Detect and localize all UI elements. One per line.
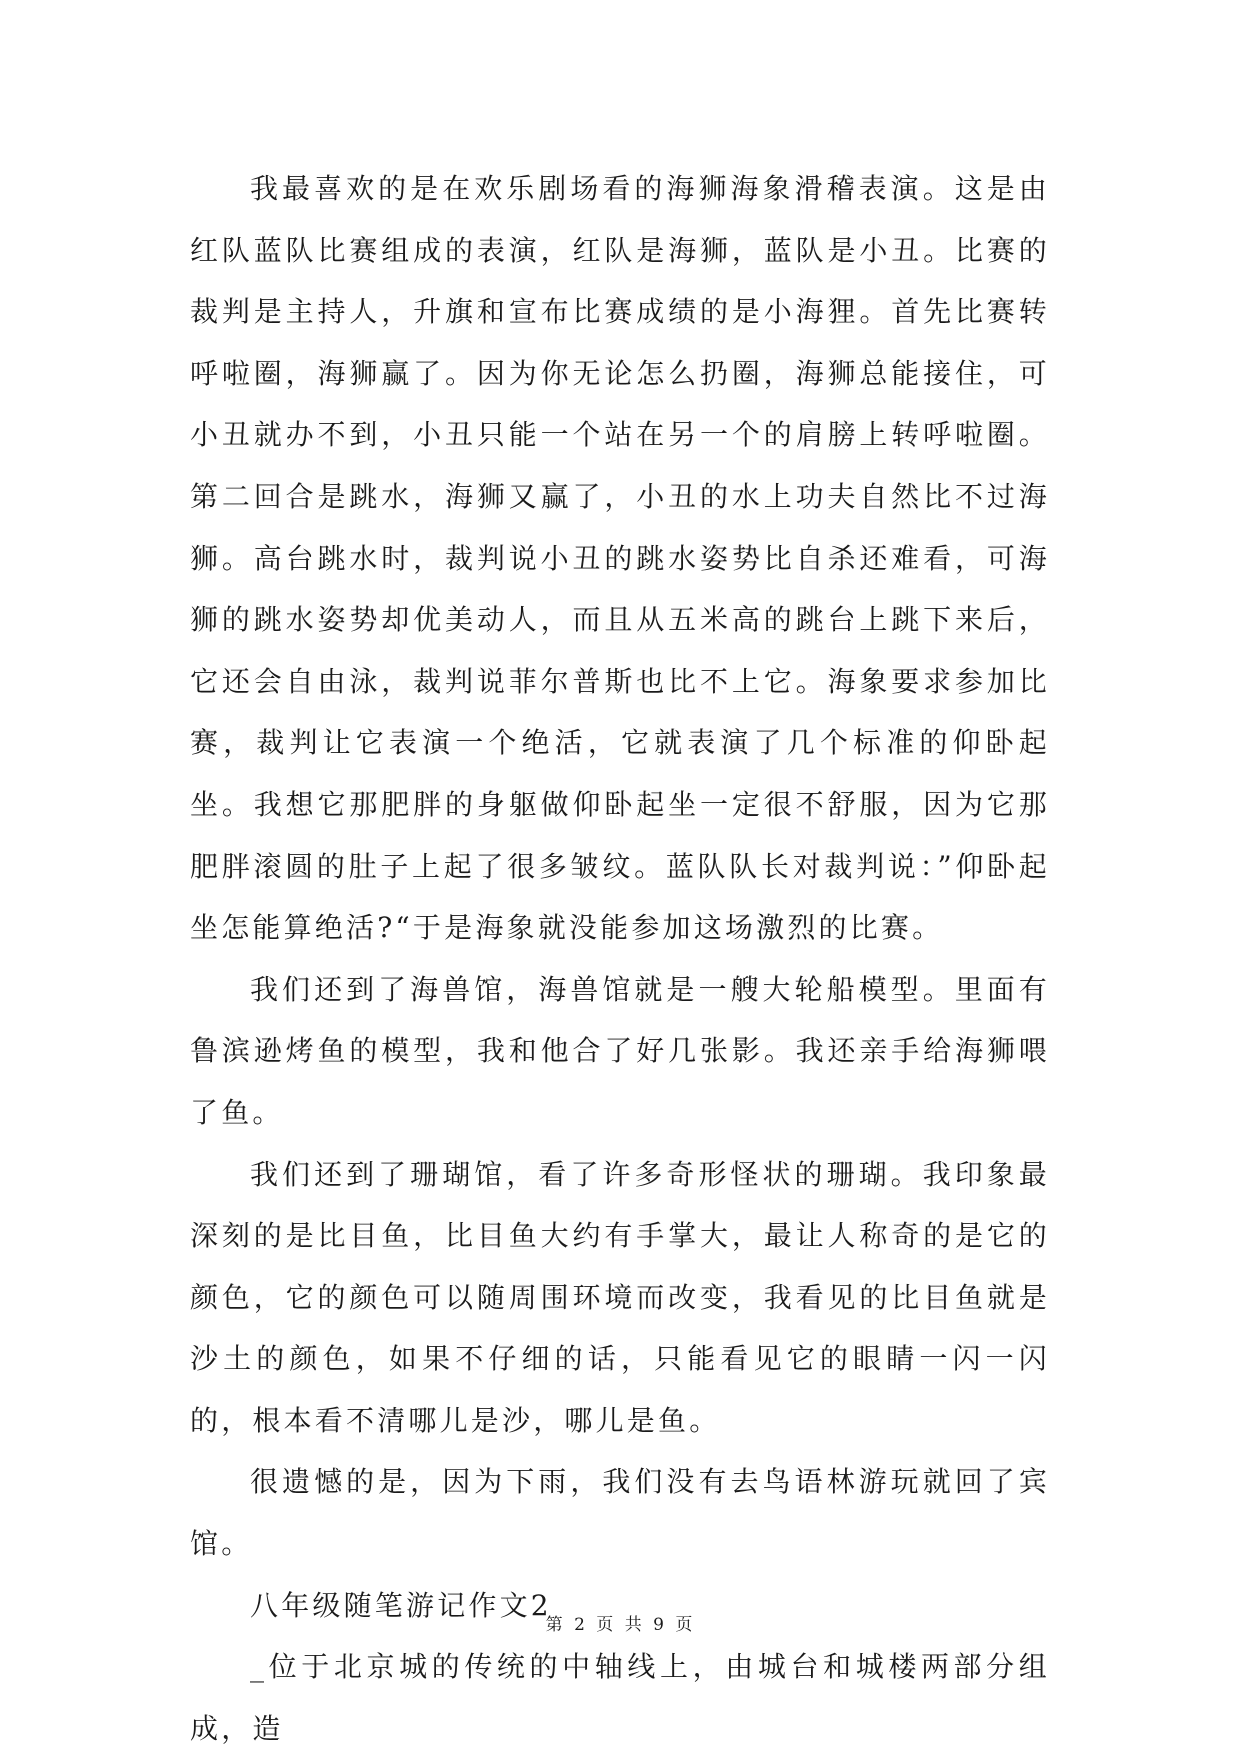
document-body (190, 158, 1050, 1759)
section-heading: 八年级随笔游记作文2 (250, 1588, 552, 1622)
paragraph-rain-regret: 很遗憾的是，因为下雨，我们没有去鸟语林游玩就回了宾馆。 (190, 1465, 1050, 1561)
paragraph-coral-hall: 我们还到了珊瑚馆，看了许多奇形怪状的珊瑚。我印象最深刻的是比目鱼，比目鱼大约有手掌大，最让人称奇的是它的颜色，它的颜色可以随周围环境而改变，我看见的比目鱼就是沙土的颜色，如果不仔细的话，只能看见它的眼睛一闪一闪的，根本看不清哪儿是沙，哪儿是鱼。 (190, 1157, 1050, 1437)
paragraph-sea-lion-show: 我最喜欢的是在欢乐剧场看的海狮海象滑稽表演。这是由红队蓝队比赛组成的表演，红队是海狮，蓝队是小丑。比赛的裁判是主持人，升旗和宣布比赛成绩的是小海狸。首先比赛转呼啦圈，海狮赢了。因为你无论怎么扔圈，海狮总能接住，可小丑就办不到，小丑只能一个站在另一个的肩膀上转呼啦圈。第二回合是跳水，海狮又赢了，小丑的水上功夫自然比不过海狮。高台跳水时，裁判说小丑的跳水姿势比自杀还难看，可海狮的跳水姿势却优美动人，而且从五米高的跳台上跳下来后，它还会自由泳，裁判说菲尔普斯也比不上它。海象要求参加比赛，裁判让它表演一个绝活，它就表演了几个标准的仰卧起坐。我想它那肥胖的身躯做仰卧起坐一定很不舒服，因为它那肥胖滚圆的肚子上起了很多皱纹。蓝队队长对裁判说：”仰卧起坐怎能算绝活?“于是海象就没能参加这场激烈的比赛。 (190, 172, 1050, 945)
page-number-footer: 第 2 页 共 9 页 (545, 1615, 696, 1635)
paragraph-sea-beast-hall: 我们还到了海兽馆，海兽馆就是一艘大轮船模型。里面有鲁滨逊烤鱼的模型，我和他合了好几张影。我还亲手给海狮喂了鱼。 (190, 972, 1050, 1129)
paragraph-continuation: _位于北京城的传统的中轴线上，由城台和城楼两部分组成，造 (190, 1650, 1050, 1745)
